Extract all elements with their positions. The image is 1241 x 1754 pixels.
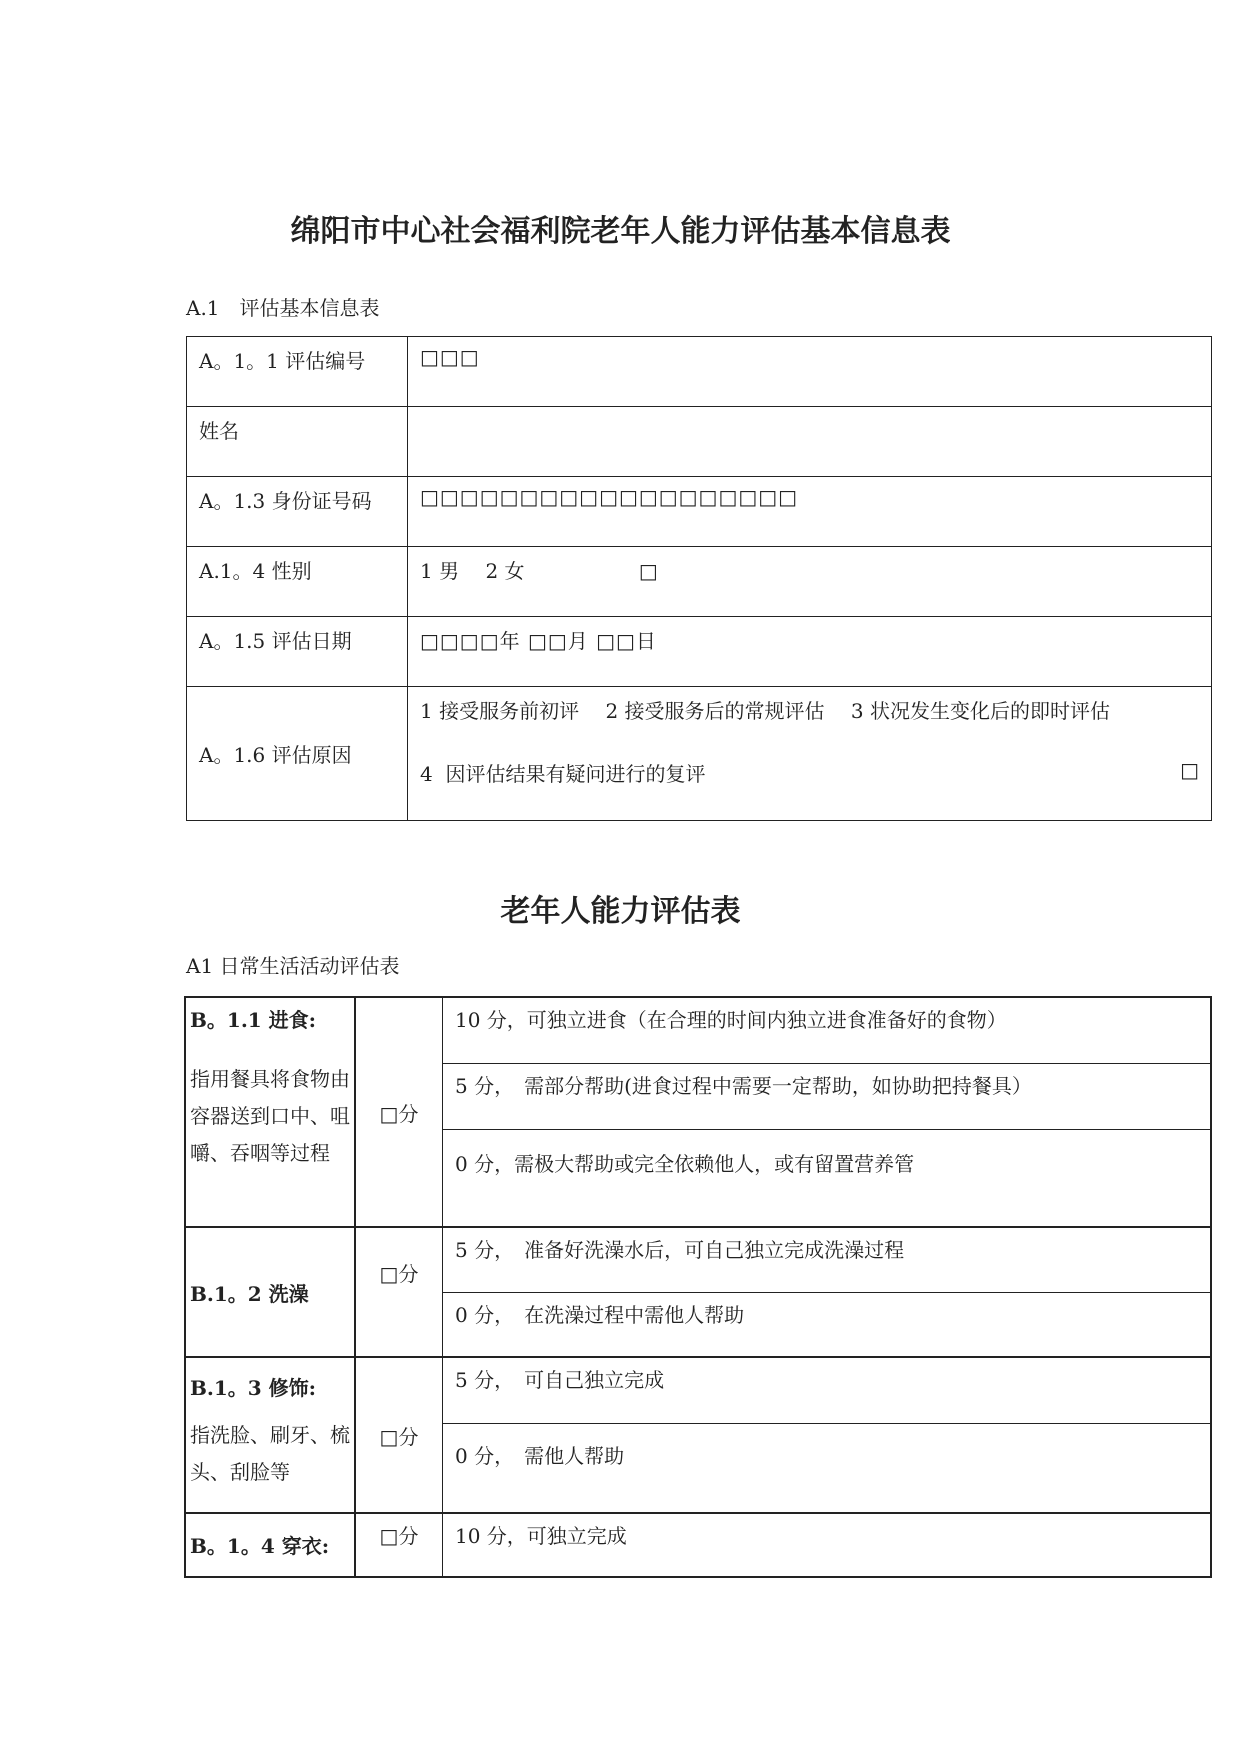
table-row-name bbox=[187, 407, 1212, 477]
adl-table bbox=[184, 996, 1212, 1578]
eating-option-5: 5 分， 需部分帮助(进食过程中需要一定帮助，如协助把持餐具） bbox=[443, 1063, 1212, 1129]
table-row-date bbox=[187, 617, 1212, 687]
section-title-ability: 老年人能力评估表 bbox=[500, 894, 741, 929]
table-row-id-card bbox=[187, 477, 1212, 547]
section-label-basic-info: A.1 评估基本信息表 bbox=[186, 296, 380, 320]
basic-info-table bbox=[186, 336, 1212, 821]
grooming-option-5: 5 分， 可自己独立完成 bbox=[443, 1357, 1212, 1423]
eating-item-cell bbox=[185, 997, 355, 1227]
gender-cell bbox=[408, 547, 1212, 617]
reason-options-line2: 4 因评估结果有疑问进行的复评 bbox=[420, 762, 706, 786]
grooming-score[interactable]: □分 bbox=[355, 1357, 443, 1513]
section-label-adl: A1 日常生活活动评估表 bbox=[186, 954, 400, 978]
table-row-gender bbox=[187, 547, 1212, 617]
reason-checkbox[interactable]: □ bbox=[1180, 758, 1199, 782]
grooming-desc: 指洗脸、刷牙、梳头、刮脸等 bbox=[190, 1423, 350, 1484]
eating-desc: 指用餐具将食物由容器送到口中、咀嚼、吞咽等过程 bbox=[190, 1067, 350, 1165]
gender-label: A.1。4 性别 bbox=[187, 547, 408, 617]
grooming-option-0: 0 分， 需他人帮助 bbox=[443, 1423, 1212, 1513]
bathing-option-5: 5 分， 准备好洗澡水后，可自己独立完成洗澡过程 bbox=[443, 1227, 1212, 1292]
id-card-field[interactable]: □□□□□□□□□□□□□□□□□□□ bbox=[408, 477, 1212, 547]
table-row-grooming-1 bbox=[185, 1357, 1211, 1423]
table-row-assessment-id bbox=[187, 337, 1212, 407]
gender-checkbox[interactable]: □ bbox=[638, 559, 658, 583]
dressing-option-10: 10 分，可独立完成 bbox=[443, 1513, 1212, 1577]
bathing-title: B.1。2 洗澡 bbox=[185, 1227, 355, 1357]
reason-options-line1: 1 接受服务前初评 2 接受服务后的常规评估 3 状况发生变化后的即时评估 bbox=[420, 699, 1110, 723]
reason-options-line2-wrap bbox=[420, 758, 1199, 787]
assessment-id-field[interactable]: □□□ bbox=[408, 337, 1212, 407]
page-title: 绵阳市中心社会福利院老年人能力评估基本信息表 bbox=[290, 214, 951, 249]
table-row-bathing-1 bbox=[185, 1227, 1211, 1292]
dressing-score[interactable]: □分 bbox=[355, 1513, 443, 1577]
dressing-title: B。1。4 穿衣: bbox=[185, 1513, 355, 1577]
date-label: A。1.5 评估日期 bbox=[187, 617, 408, 687]
reason-label: A。1.6 评估原因 bbox=[187, 687, 408, 821]
gender-options: 1 男 2 女 bbox=[420, 559, 525, 583]
table-row-dressing-1 bbox=[185, 1513, 1211, 1577]
name-label: 姓名 bbox=[187, 407, 408, 477]
bathing-score[interactable]: □分 bbox=[355, 1227, 443, 1357]
name-field[interactable] bbox=[408, 407, 1212, 477]
grooming-title: B.1。3 修饰: bbox=[190, 1376, 317, 1400]
eating-title: B。1.1 进食: bbox=[190, 1008, 317, 1032]
table-row-eating-1 bbox=[185, 997, 1211, 1063]
date-field[interactable]: □□□□年 □□月 □□日 bbox=[408, 617, 1212, 687]
eating-score[interactable]: □分 bbox=[355, 997, 443, 1227]
assessment-id-label: A。1。1 评估编号 bbox=[187, 337, 408, 407]
table-row-reason bbox=[187, 687, 1212, 821]
grooming-item-cell bbox=[185, 1357, 355, 1513]
reason-cell bbox=[408, 687, 1212, 821]
eating-option-10: 10 分，可独立进食（在合理的时间内独立进食准备好的食物） bbox=[443, 997, 1212, 1063]
bathing-option-0: 0 分， 在洗澡过程中需他人帮助 bbox=[443, 1292, 1212, 1357]
eating-option-0: 0 分，需极大帮助或完全依赖他人，或有留置营养管 bbox=[443, 1129, 1212, 1227]
id-card-label: A。1.3 身份证号码 bbox=[187, 477, 408, 547]
